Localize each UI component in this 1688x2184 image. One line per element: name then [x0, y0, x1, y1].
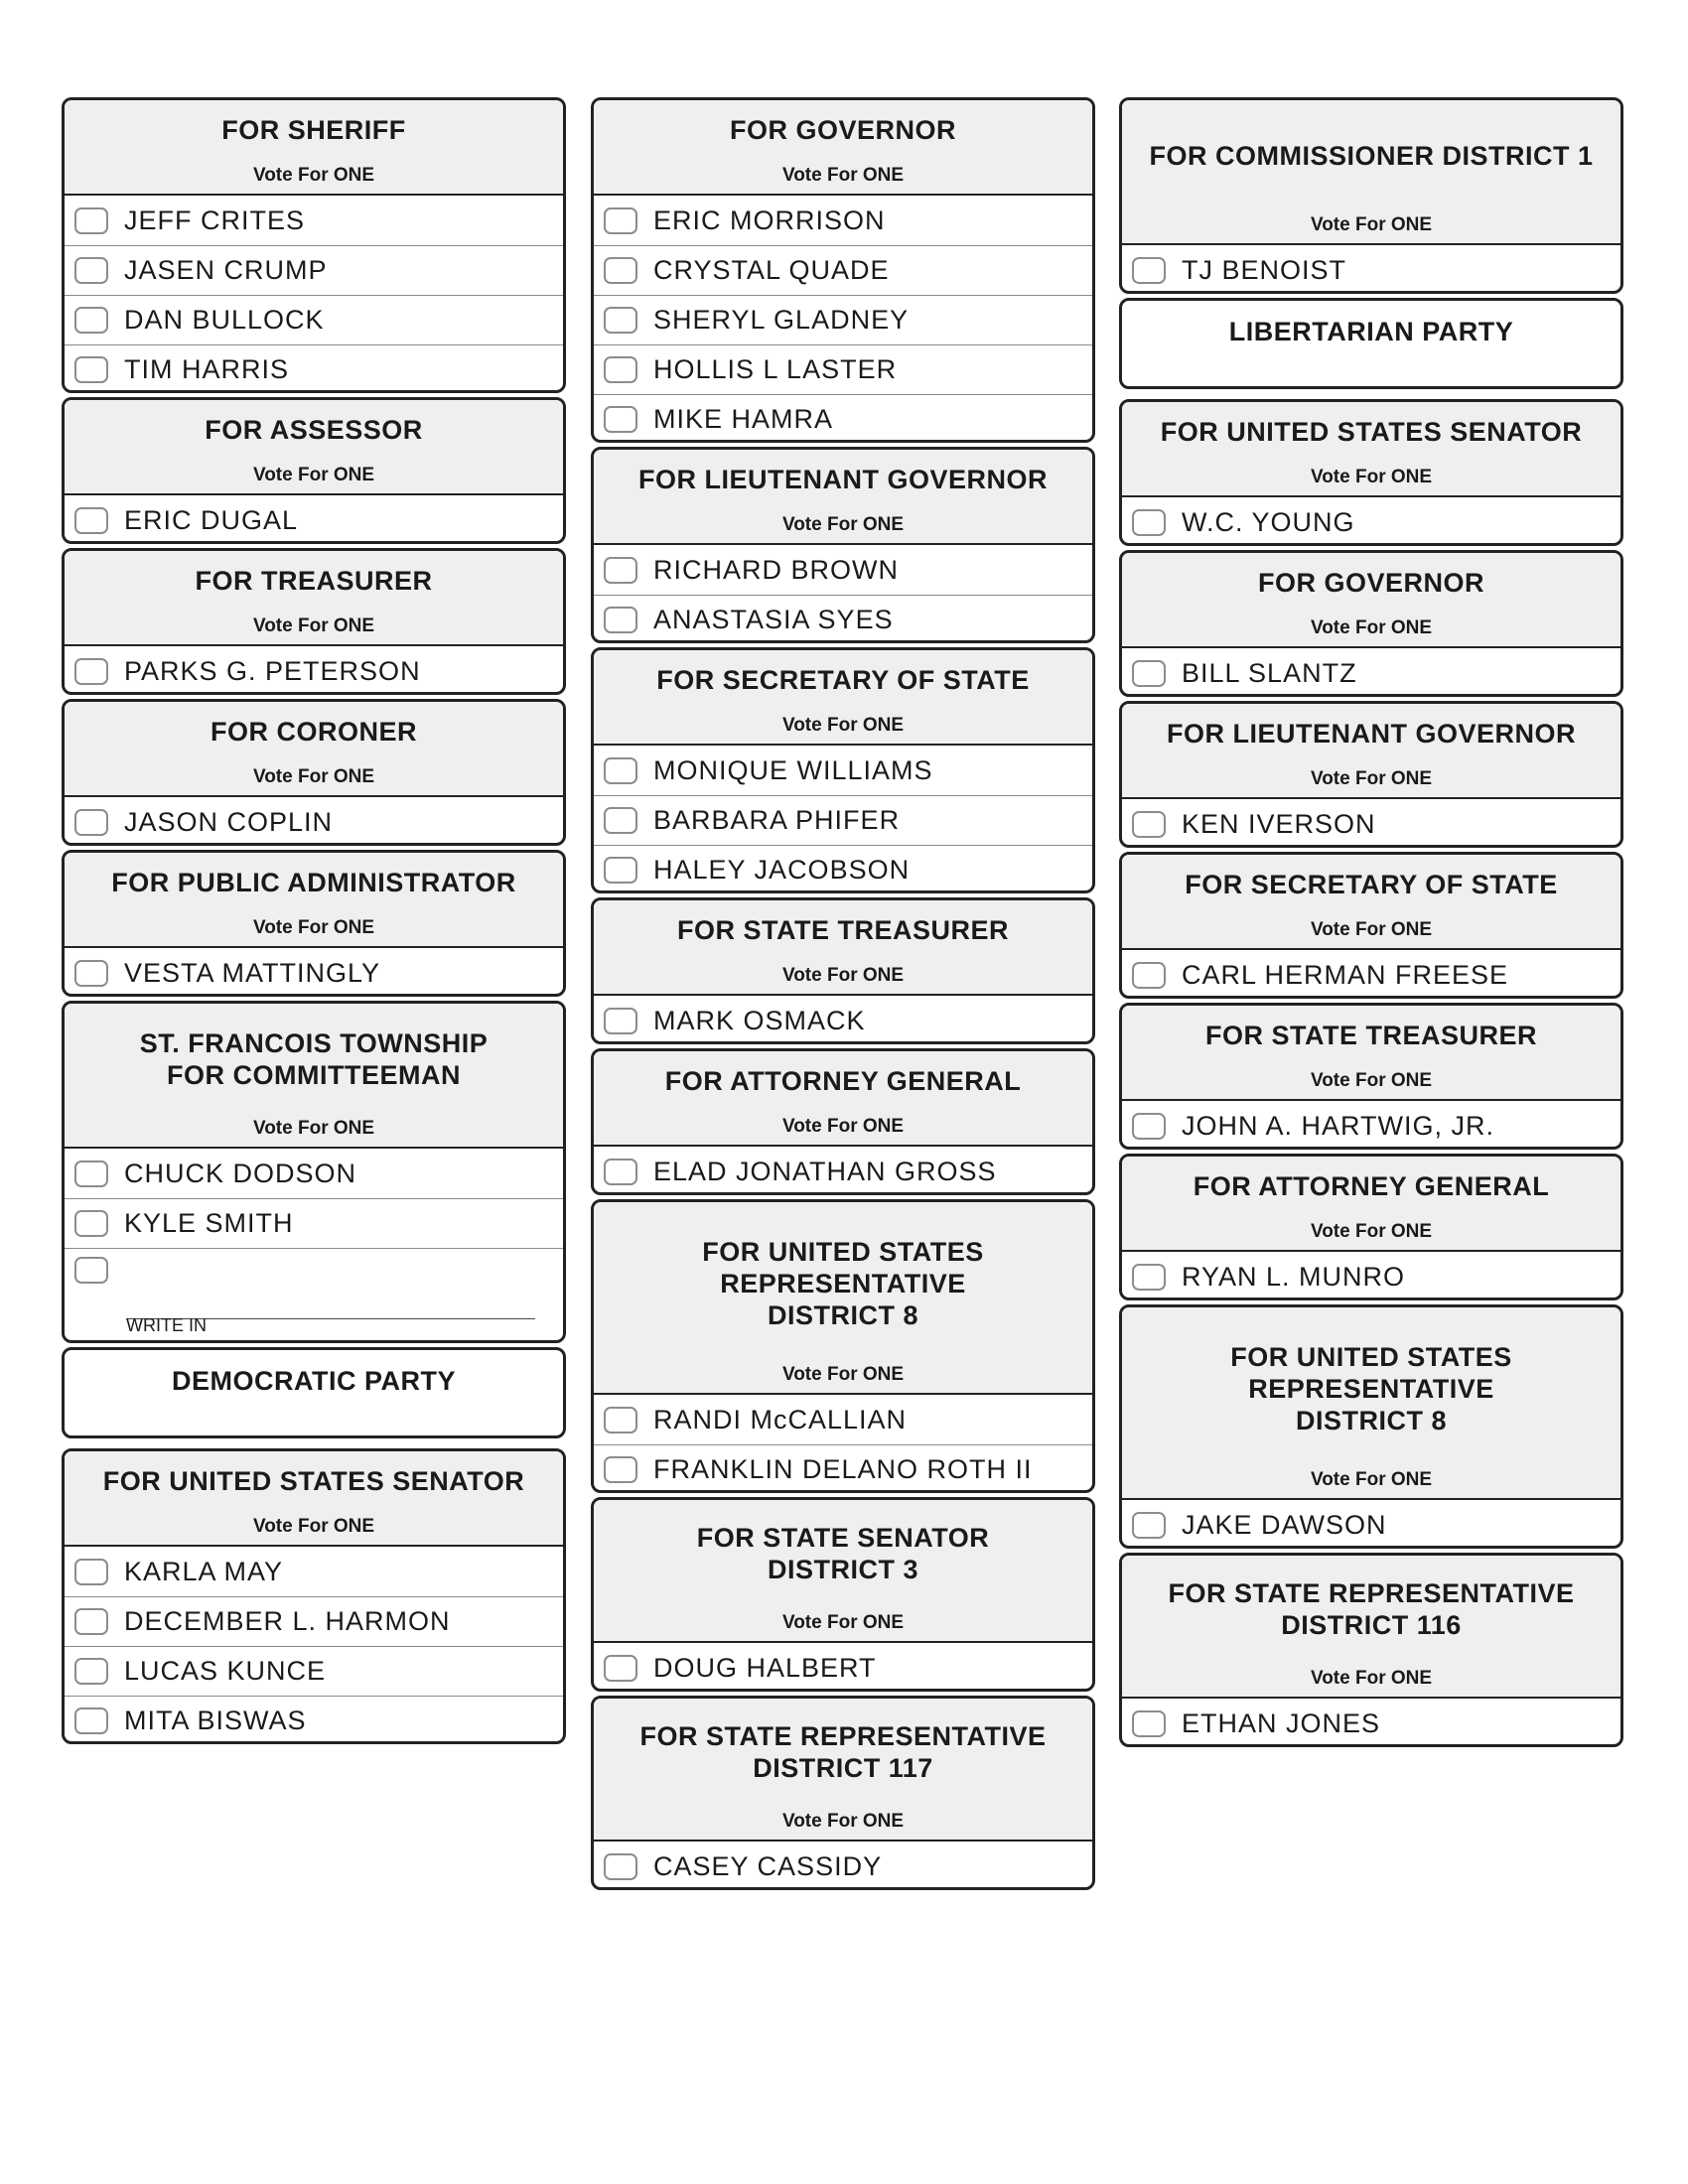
- vote-instruction: Vote For ONE: [252, 1118, 375, 1139]
- contest-sheriff: [62, 97, 566, 393]
- contest-header: [65, 100, 563, 196]
- vote-checkbox[interactable]: [1132, 660, 1166, 687]
- office-title: FOR SHERIFF: [221, 115, 406, 145]
- vote-checkbox[interactable]: [604, 857, 637, 884]
- vote-checkbox[interactable]: [1132, 811, 1166, 838]
- ballot-column-3: [1119, 97, 1623, 1747]
- office-title: FOR ATTORNEY GENERAL: [1193, 1171, 1550, 1201]
- vote-checkbox[interactable]: [74, 1257, 108, 1284]
- candidate-row[interactable]: [1122, 799, 1620, 848]
- vote-instruction: Vote For ONE: [252, 615, 375, 636]
- vote-instruction: Vote For ONE: [1310, 1668, 1433, 1689]
- vote-instruction: Vote For ONE: [1310, 1469, 1433, 1490]
- contest-header: [65, 1004, 563, 1149]
- candidate-name: KEN IVERSON: [1182, 808, 1376, 839]
- vote-checkbox[interactable]: [604, 1853, 637, 1880]
- contest-header: [1122, 855, 1620, 950]
- contest-header: [65, 853, 563, 948]
- candidate-name: DECEMBER L. HARMON: [124, 1606, 451, 1636]
- contest-lieutenant-governor-lib: [1119, 701, 1623, 848]
- vote-instruction: Vote For ONE: [1310, 1221, 1433, 1242]
- party-header-democratic: [62, 1347, 566, 1438]
- candidate-name: HALEY JACOBSON: [653, 855, 911, 885]
- candidate-name: RANDI McCALLIAN: [653, 1404, 908, 1434]
- candidate-name: ERIC MORRISON: [653, 205, 886, 235]
- vote-checkbox[interactable]: [1132, 1512, 1166, 1539]
- candidate-name: BARBARA PHIFER: [653, 805, 901, 835]
- candidate-row[interactable]: [65, 196, 563, 245]
- contest-us-representative-dem: [591, 1199, 1095, 1493]
- ballot-column-2: [591, 97, 1095, 1890]
- office-title: FOR STATE SENATOR DISTRICT 3: [696, 1523, 990, 1584]
- candidate-name: MITA BISWAS: [124, 1706, 307, 1735]
- candidate-name: MONIQUE WILLIAMS: [653, 754, 933, 785]
- vote-checkbox[interactable]: [1132, 1113, 1166, 1140]
- candidate-name: FRANKLIN DELANO ROTH II: [653, 1454, 1033, 1484]
- contest-header: [1122, 553, 1620, 648]
- candidate-name: ETHAN JONES: [1182, 1707, 1381, 1738]
- vote-checkbox[interactable]: [604, 257, 637, 284]
- party-name: DEMOCRATIC PARTY: [172, 1366, 456, 1396]
- vote-checkbox[interactable]: [74, 507, 108, 534]
- party-header-libertarian: [1119, 298, 1623, 389]
- office-title: FOR ATTORNEY GENERAL: [664, 1066, 1022, 1096]
- candidate-name: W.C. YOUNG: [1182, 506, 1355, 537]
- contest-state-treasurer-dem: [591, 897, 1095, 1044]
- contest-header: [1122, 1307, 1620, 1500]
- vote-checkbox[interactable]: [74, 257, 108, 284]
- candidate-name: MARK OSMACK: [653, 1005, 866, 1035]
- vote-instruction: Vote For ONE: [1310, 214, 1433, 235]
- vote-checkbox[interactable]: [604, 1456, 637, 1483]
- candidate-row[interactable]: [65, 797, 563, 846]
- candidate-name: DAN BULLOCK: [124, 305, 325, 335]
- office-title: ST. FRANCOIS TOWNSHIP FOR COMMITTEEMAN: [139, 1028, 489, 1090]
- vote-instruction: Vote For ONE: [252, 465, 375, 485]
- candidate-name: JEFF CRITES: [124, 205, 306, 235]
- vote-checkbox[interactable]: [74, 1658, 108, 1685]
- vote-checkbox[interactable]: [604, 406, 637, 433]
- office-title: FOR GOVERNOR: [729, 115, 956, 145]
- vote-checkbox[interactable]: [604, 356, 637, 383]
- vote-checkbox[interactable]: [1132, 509, 1166, 536]
- candidate-name: CARL HERMAN FREESE: [1182, 959, 1509, 990]
- office-title: FOR GOVERNOR: [1257, 568, 1484, 598]
- vote-instruction: Vote For ONE: [781, 514, 905, 535]
- candidate-row[interactable]: [65, 495, 563, 544]
- vote-instruction: Vote For ONE: [252, 917, 375, 938]
- office-title: FOR PUBLIC ADMINISTRATOR: [111, 868, 516, 897]
- candidate-row[interactable]: [594, 1444, 1092, 1493]
- candidate-name: BILL SLANTZ: [1182, 657, 1357, 688]
- candidate-row[interactable]: [65, 1596, 563, 1646]
- vote-instruction: Vote For ONE: [781, 1612, 905, 1633]
- contest-state-representative-dem: [591, 1696, 1095, 1890]
- vote-checkbox[interactable]: [604, 1407, 637, 1433]
- candidate-row[interactable]: [1122, 245, 1620, 294]
- vote-instruction: Vote For ONE: [1310, 1070, 1433, 1091]
- vote-checkbox[interactable]: [74, 207, 108, 234]
- candidate-row[interactable]: [594, 845, 1092, 893]
- candidate-name: TJ BENOIST: [1182, 254, 1347, 285]
- office-title: FOR STATE REPRESENTATIVE DISTRICT 116: [1168, 1578, 1575, 1640]
- vote-instruction: Vote For ONE: [781, 715, 905, 736]
- contest-header: [65, 702, 563, 797]
- office-title: FOR UNITED STATES REPRESENTATIVE DISTRICT 8: [1230, 1342, 1512, 1435]
- candidate-name: SHERYL GLADNEY: [653, 305, 910, 335]
- vote-instruction: Vote For ONE: [252, 766, 375, 787]
- office-title: FOR ASSESSOR: [205, 415, 423, 445]
- office-title: FOR STATE TREASURER: [676, 915, 1009, 945]
- contest-attorney-general-lib: [1119, 1154, 1623, 1300]
- party-name: LIBERTARIAN PARTY: [1228, 317, 1514, 346]
- vote-checkbox[interactable]: [74, 960, 108, 987]
- candidate-name: JASON COPLIN: [124, 806, 334, 837]
- candidate-row[interactable]: [65, 1198, 563, 1248]
- candidate-name: VESTA MATTINGLY: [124, 957, 381, 988]
- contest-header: [65, 400, 563, 495]
- contest-public-administrator: [62, 850, 566, 997]
- vote-instruction: Vote For ONE: [1310, 768, 1433, 789]
- contest-secretary-of-state-dem: [591, 647, 1095, 893]
- vote-checkbox[interactable]: [604, 757, 637, 784]
- vote-checkbox[interactable]: [604, 307, 637, 334]
- contest-header: [1122, 1157, 1620, 1252]
- office-title: FOR SECRETARY OF STATE: [656, 665, 1030, 695]
- vote-checkbox[interactable]: [74, 1608, 108, 1635]
- contest-assessor: [62, 397, 566, 544]
- office-title: FOR STATE TREASURER: [1204, 1021, 1537, 1050]
- contest-header: [594, 1051, 1092, 1147]
- vote-instruction: Vote For ONE: [252, 165, 375, 186]
- contest-header: [594, 1699, 1092, 1842]
- candidate-name: JOHN A. HARTWIG, JR.: [1182, 1110, 1495, 1141]
- contest-header: [1122, 100, 1620, 245]
- ballot-column-1: [62, 97, 566, 1744]
- candidate-row[interactable]: [1122, 1699, 1620, 1747]
- contest-header: [65, 1451, 563, 1547]
- candidate-row[interactable]: [65, 245, 563, 295]
- office-title: FOR STATE REPRESENTATIVE DISTRICT 117: [639, 1721, 1047, 1783]
- contest-committeeman: [62, 1001, 566, 1343]
- candidate-name: CASEY CASSIDY: [653, 1850, 883, 1881]
- vote-instruction: Vote For ONE: [781, 965, 905, 986]
- contest-header: [1122, 1006, 1620, 1101]
- office-title: FOR TREASURER: [195, 566, 433, 596]
- candidate-name: RYAN L. MUNRO: [1182, 1261, 1406, 1292]
- candidate-row[interactable]: [65, 295, 563, 344]
- candidate-row[interactable]: [1122, 648, 1620, 697]
- contest-treasurer: [62, 548, 566, 695]
- vote-instruction: Vote For ONE: [1310, 617, 1433, 638]
- contest-secretary-of-state-lib: [1119, 852, 1623, 999]
- write-in-label: WRITE IN: [126, 1315, 207, 1335]
- contest-governor-dem: [591, 97, 1095, 443]
- candidate-row[interactable]: [65, 646, 563, 695]
- vote-instruction: Vote For ONE: [781, 1364, 905, 1385]
- candidate-row[interactable]: [594, 795, 1092, 845]
- candidate-row[interactable]: [594, 595, 1092, 643]
- candidate-name: LUCAS KUNCE: [124, 1656, 327, 1686]
- vote-checkbox[interactable]: [74, 356, 108, 383]
- vote-checkbox[interactable]: [604, 807, 637, 834]
- candidate-name: CHUCK DODSON: [124, 1158, 357, 1188]
- contest-header: [594, 900, 1092, 996]
- office-title: FOR COMMISSIONER DISTRICT 1: [1149, 141, 1594, 171]
- candidate-row[interactable]: [594, 1147, 1092, 1195]
- candidate-row[interactable]: [65, 1696, 563, 1744]
- candidate-row[interactable]: [594, 295, 1092, 344]
- vote-checkbox[interactable]: [604, 1159, 637, 1185]
- vote-checkbox[interactable]: [74, 307, 108, 334]
- candidate-row[interactable]: [594, 394, 1092, 443]
- candidate-row[interactable]: [594, 996, 1092, 1044]
- candidate-row[interactable]: [1122, 1500, 1620, 1549]
- vote-checkbox[interactable]: [1132, 257, 1166, 284]
- candidate-name: MIKE HAMRA: [653, 404, 834, 434]
- candidate-row[interactable]: [65, 1646, 563, 1696]
- candidate-row[interactable]: [594, 1643, 1092, 1692]
- vote-checkbox[interactable]: [1132, 1710, 1166, 1737]
- vote-instruction: Vote For ONE: [1310, 919, 1433, 940]
- vote-checkbox[interactable]: [74, 1210, 108, 1237]
- candidate-row[interactable]: [65, 1547, 563, 1596]
- candidate-row[interactable]: [594, 1395, 1092, 1444]
- contest-attorney-general-dem: [591, 1048, 1095, 1195]
- candidate-name: PARKS G. PETERSON: [124, 655, 421, 686]
- vote-checkbox[interactable]: [74, 658, 108, 685]
- vote-checkbox[interactable]: [74, 1160, 108, 1187]
- candidate-row[interactable]: [65, 948, 563, 997]
- vote-checkbox[interactable]: [74, 1707, 108, 1734]
- candidate-name: DOUG HALBERT: [653, 1652, 877, 1683]
- vote-checkbox[interactable]: [604, 1008, 637, 1034]
- candidate-name: ERIC DUGAL: [124, 504, 299, 535]
- contest-header: [1122, 704, 1620, 799]
- vote-checkbox[interactable]: [74, 1559, 108, 1585]
- candidate-row[interactable]: [1122, 1252, 1620, 1300]
- contest-header: [594, 1500, 1092, 1643]
- contest-governor-lib: [1119, 550, 1623, 697]
- candidate-name: ELAD JONATHAN GROSS: [653, 1156, 997, 1186]
- vote-checkbox[interactable]: [604, 1655, 637, 1682]
- vote-checkbox[interactable]: [604, 607, 637, 633]
- office-title: FOR UNITED STATES REPRESENTATIVE DISTRICT 8: [702, 1237, 984, 1330]
- vote-checkbox[interactable]: [604, 557, 637, 584]
- candidate-row[interactable]: [594, 344, 1092, 394]
- contest-header: [1122, 1556, 1620, 1699]
- office-title: FOR UNITED STATES SENATOR: [102, 1466, 525, 1496]
- candidate-name: KARLA MAY: [124, 1556, 284, 1586]
- contest-us-senator-dem: [62, 1448, 566, 1744]
- candidate-row[interactable]: [65, 1149, 563, 1198]
- vote-checkbox[interactable]: [1132, 1264, 1166, 1291]
- candidate-row[interactable]: [594, 245, 1092, 295]
- candidate-row[interactable]: [65, 344, 563, 393]
- candidate-name: HOLLIS L LASTER: [653, 354, 898, 384]
- vote-checkbox[interactable]: [604, 207, 637, 234]
- contest-state-treasurer-lib: [1119, 1003, 1623, 1150]
- contest-header: [594, 1202, 1092, 1395]
- candidate-name: TIM HARRIS: [124, 354, 290, 384]
- candidate-row[interactable]: [594, 545, 1092, 595]
- candidate-name: KYLE SMITH: [124, 1208, 294, 1238]
- office-title: FOR UNITED STATES SENATOR: [1160, 417, 1583, 447]
- vote-instruction: Vote For ONE: [252, 1516, 375, 1537]
- candidate-row[interactable]: [594, 1842, 1092, 1890]
- contest-header: [65, 551, 563, 646]
- write-in-row[interactable]: [65, 1248, 563, 1337]
- candidate-row[interactable]: [594, 746, 1092, 795]
- contest-header: [594, 450, 1092, 545]
- contest-us-representative-lib: [1119, 1304, 1623, 1549]
- contest-header: [594, 650, 1092, 746]
- candidate-name: ANASTASIA SYES: [653, 605, 894, 634]
- candidate-name: CRYSTAL QUADE: [653, 255, 890, 285]
- office-title: FOR CORONER: [211, 717, 417, 747]
- contest-commissioner-district-1: [1119, 97, 1623, 294]
- contest-us-senator-lib: [1119, 399, 1623, 546]
- office-title: FOR LIEUTENANT GOVERNOR: [637, 465, 1048, 494]
- candidate-name: JASEN CRUMP: [124, 255, 328, 285]
- candidate-row[interactable]: [594, 196, 1092, 245]
- vote-instruction: Vote For ONE: [781, 1116, 905, 1137]
- contest-state-representative-lib: [1119, 1553, 1623, 1747]
- contest-header: [1122, 402, 1620, 497]
- vote-checkbox[interactable]: [1132, 962, 1166, 989]
- vote-instruction: Vote For ONE: [781, 1811, 905, 1832]
- office-title: FOR LIEUTENANT GOVERNOR: [1166, 719, 1576, 749]
- candidate-name: RICHARD BROWN: [653, 554, 899, 585]
- candidate-row[interactable]: [1122, 950, 1620, 999]
- vote-instruction: Vote For ONE: [1310, 467, 1433, 487]
- contest-coroner: [62, 699, 566, 846]
- candidate-name: JAKE DAWSON: [1182, 1509, 1387, 1540]
- vote-checkbox[interactable]: [74, 809, 108, 836]
- office-title: FOR SECRETARY OF STATE: [1185, 870, 1558, 899]
- vote-instruction: Vote For ONE: [781, 165, 905, 186]
- contest-state-senator-dem: [591, 1497, 1095, 1692]
- candidate-row[interactable]: [1122, 1101, 1620, 1150]
- candidate-row[interactable]: [1122, 497, 1620, 546]
- contest-header: [594, 100, 1092, 196]
- contest-lieutenant-governor-dem: [591, 447, 1095, 643]
